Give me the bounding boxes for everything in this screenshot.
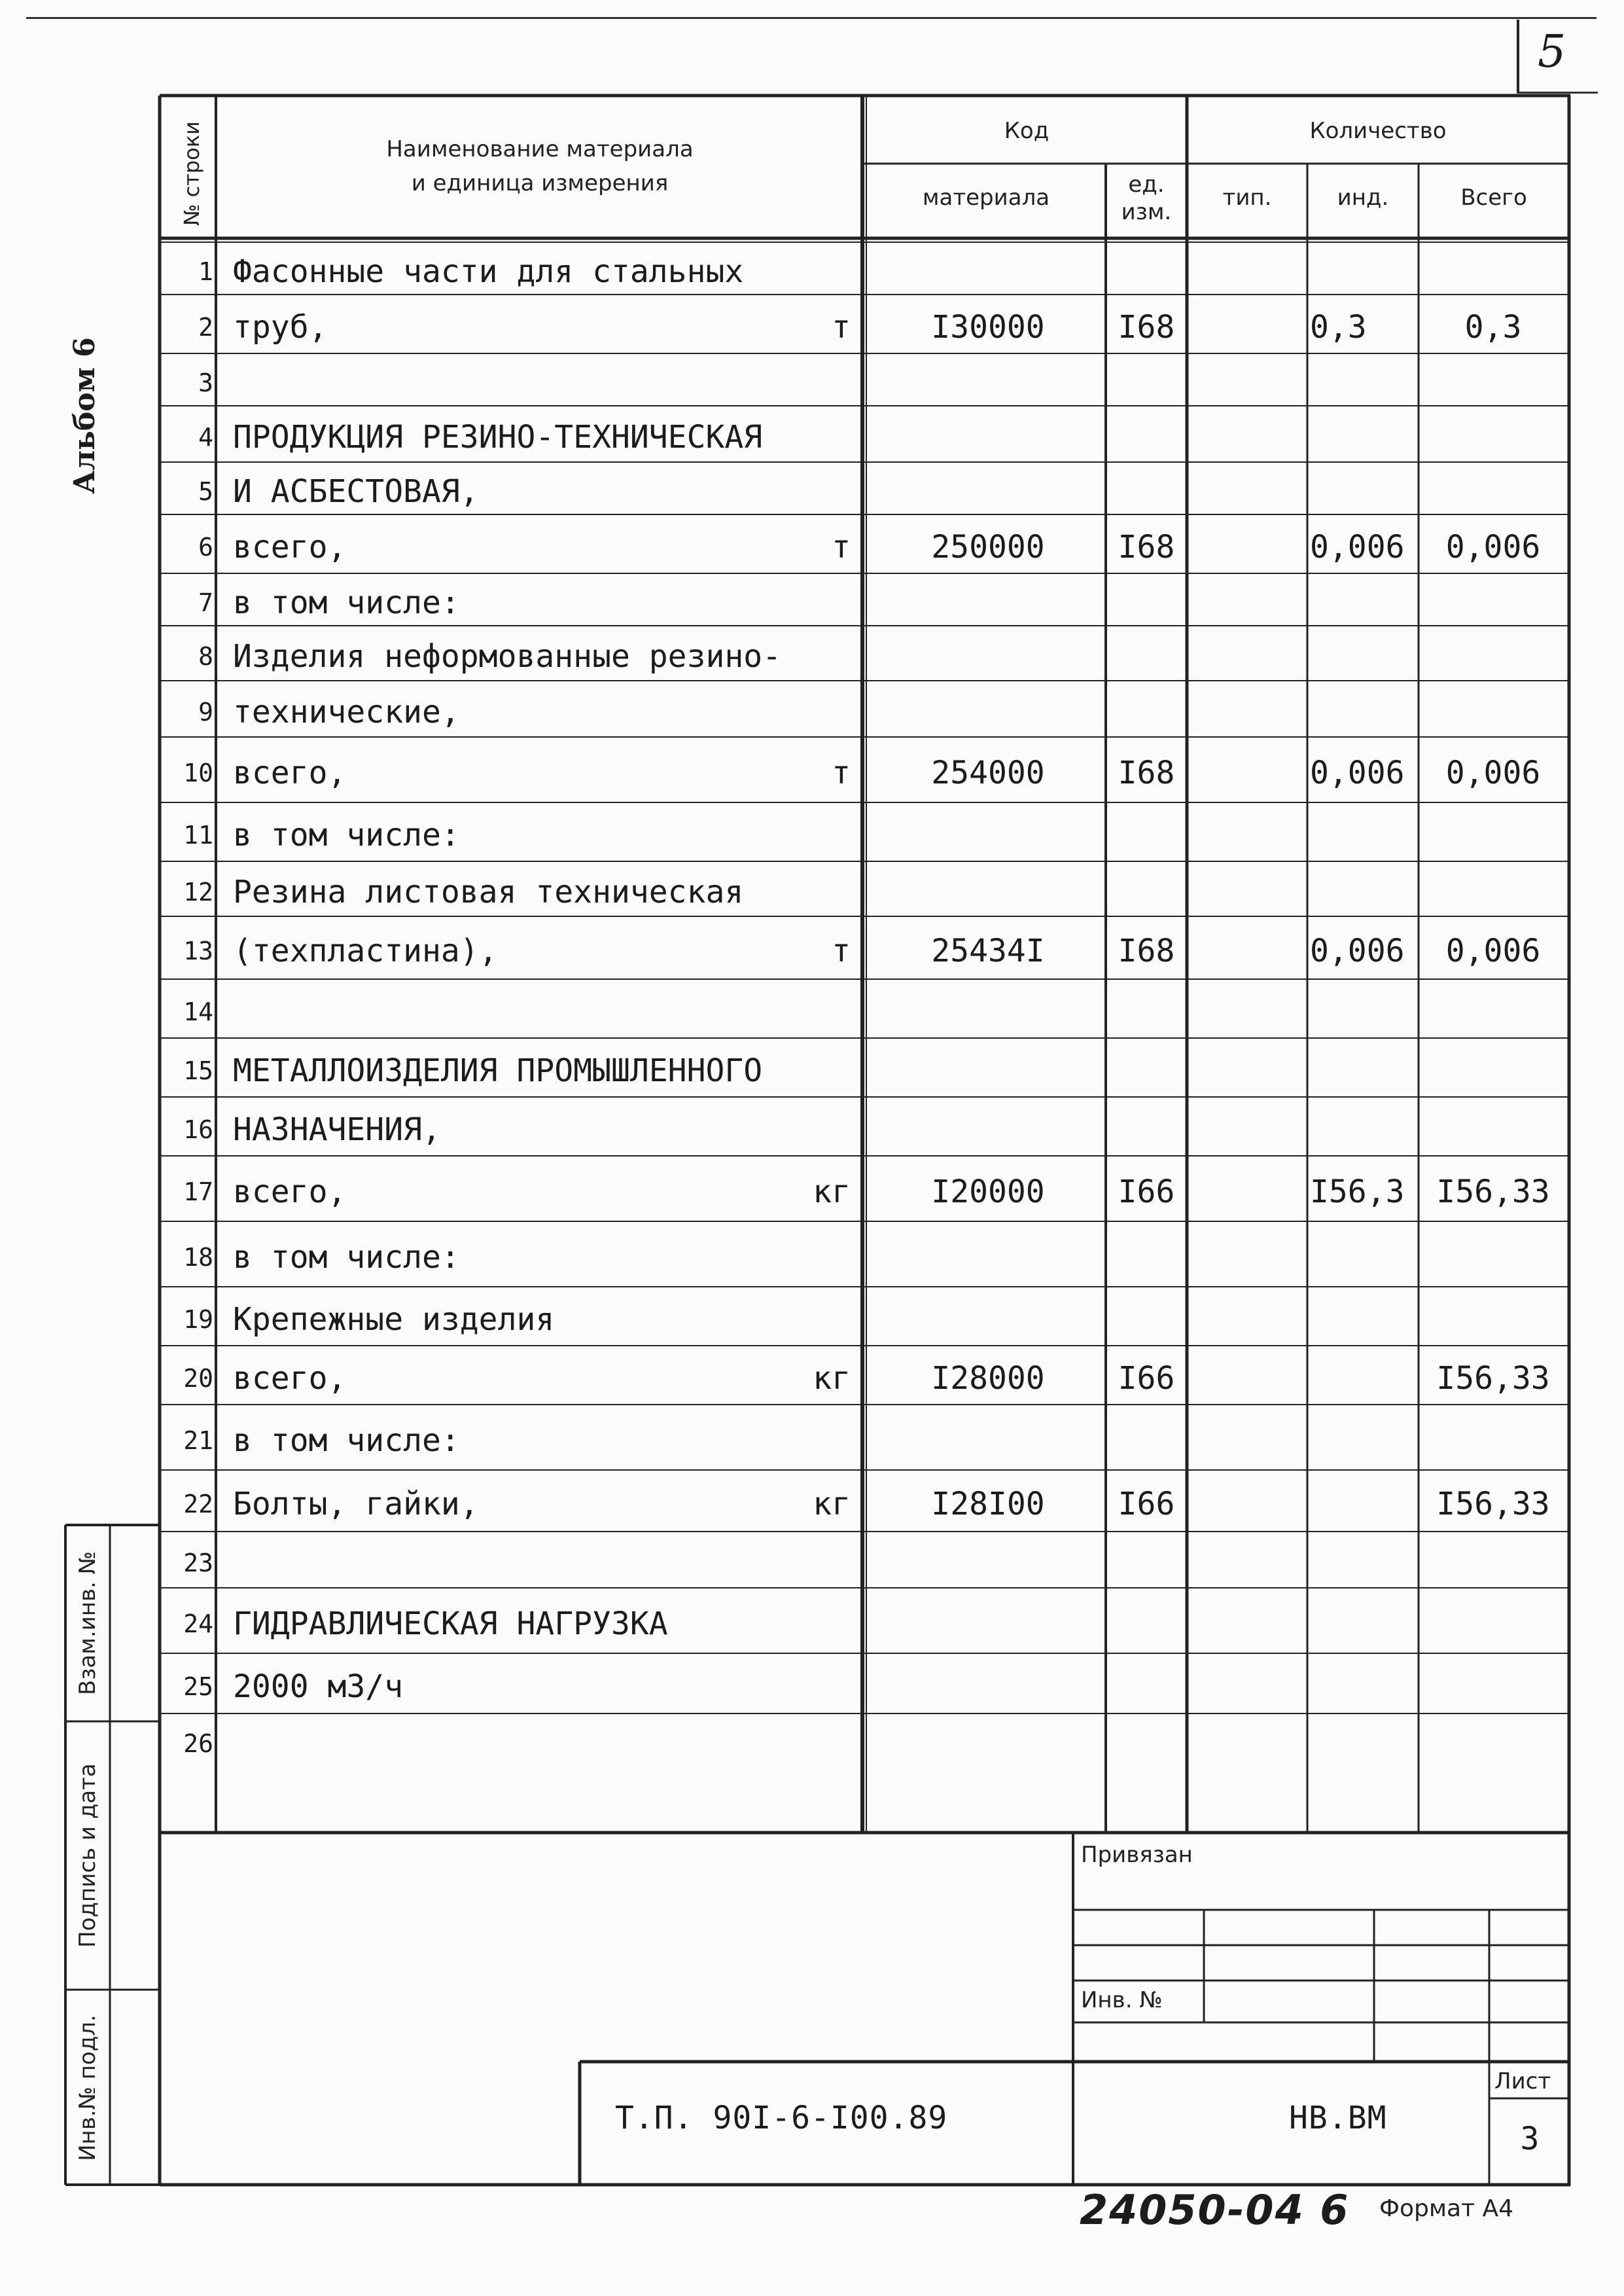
row-number: 12 [183,878,213,906]
material-unit [772,626,851,681]
unit-code [1106,1038,1187,1097]
material-name: в том числе: [233,817,460,853]
material-name: И АСБЕСТОВАЯ, [233,473,479,510]
material-name: Болты, гайки, [233,1486,479,1522]
table-row [0,295,1624,353]
material-name: ГИДРАВЛИЧЕСКАЯ НАГРУЗКА [233,1605,668,1642]
qty-typ [1187,406,1307,462]
material-name [233,979,822,1038]
inv-no-label: Инв. № [1081,1987,1163,2013]
qty-total [1419,681,1568,737]
material-name: технические, [233,694,460,730]
row-number: 11 [183,821,213,850]
material-unit [772,979,851,1038]
qty-total [1419,1713,1568,1767]
qty-typ [1187,1713,1307,1767]
handwritten-archive-number: 24050-04 6 [1080,2186,1350,2234]
qty-typ [1187,1532,1307,1588]
side-stamp-vzam: Взам.инв. № [75,1551,101,1696]
row-number: 9 [198,698,213,726]
material-unit [772,1038,851,1097]
qty-ind: 0,006 [1310,933,1405,969]
material-code [870,626,1106,681]
material-name: (техпластина), [233,933,498,969]
material-name: ПРОДУКЦИЯ РЕЗИНО-ТЕХНИЧЕСКАЯ [233,419,763,456]
qty-ind [1310,1346,1419,1405]
qty-total: 0,006 [1445,933,1541,969]
qty-ind [1310,242,1419,295]
qty-typ [1187,1588,1307,1653]
header-code: Код [1004,118,1050,144]
qty-typ [1187,1346,1307,1405]
material-unit [772,1097,851,1156]
unit-code [1106,861,1187,916]
table-row [0,573,1624,626]
side-stamp-inv-podl: Инв.№ подл. [75,2015,101,2161]
table-row [0,1287,1624,1346]
album-label: Альбом 6 [68,337,101,494]
table-row [0,681,1624,737]
unit-code [1106,1532,1187,1588]
table-row [0,1653,1624,1713]
qty-ind [1310,1038,1419,1097]
material-unit: кг [813,1486,851,1522]
qty-ind [1310,1287,1419,1346]
header-ind: инд. [1337,185,1389,211]
qty-ind [1310,1097,1419,1156]
row-number: 5 [198,477,213,506]
material-unit [772,681,851,737]
material-code: 25434I [931,933,1045,969]
qty-typ [1187,242,1307,295]
material-code [870,1588,1106,1653]
material-unit [772,1653,851,1713]
qty-ind [1310,1221,1419,1287]
material-unit: т [832,755,851,791]
unit-code: I66 [1118,1486,1175,1522]
qty-ind [1310,353,1419,406]
material-name: 2000 м3/ч [233,1668,404,1705]
row-number: 17 [183,1177,213,1206]
qty-ind [1310,1588,1419,1653]
material-name [233,1532,822,1588]
unit-code: I68 [1118,755,1175,791]
qty-typ [1187,916,1307,979]
row-number: 16 [183,1115,213,1144]
material-name: Фасонные части для стальных [233,253,744,290]
sheet-number: 3 [1520,2121,1540,2157]
qty-total [1419,242,1568,295]
material-unit: кг [813,1360,851,1397]
material-name: всего, [233,1360,347,1397]
material-code [870,462,1106,514]
unit-code: I68 [1118,309,1175,346]
material-name: Крепежные изделия [233,1301,555,1338]
material-name: всего, [233,529,347,565]
row-number: 2 [198,313,213,342]
qty-ind [1310,462,1419,514]
unit-code [1106,1287,1187,1346]
qty-typ [1187,681,1307,737]
qty-ind [1310,681,1419,737]
table-row [0,626,1624,681]
table-row [0,242,1624,295]
qty-ind: 0,006 [1310,755,1405,791]
unit-code [1106,979,1187,1038]
qty-ind [1310,1713,1419,1767]
material-code [870,573,1106,626]
qty-total [1419,1588,1568,1653]
header-row-no: № строки [179,121,204,226]
material-code [870,1653,1106,1713]
qty-ind [1310,802,1419,861]
side-stamp-podpis: Подпись и дата [75,1763,101,1948]
material-code [870,802,1106,861]
unit-code [1106,1713,1187,1767]
qty-typ [1187,514,1307,573]
material-name: МЕТАЛЛОИЗДЕЛИЯ ПРОМЫШЛЕННОГО [233,1052,763,1089]
material-code [870,1713,1106,1767]
doc-code: Т.П. 90I-6-I00.89 [615,2100,948,2136]
table-row [0,1532,1624,1588]
material-name: в том числе: [233,1422,460,1459]
material-unit [772,353,851,406]
qty-total [1419,462,1568,514]
unit-code [1106,1588,1187,1653]
material-unit: кг [813,1174,851,1210]
qty-ind [1310,406,1419,462]
qty-typ [1187,295,1307,353]
qty-total: 0,3 [1464,309,1522,346]
material-code [870,406,1106,462]
material-name: Резина листовая техническая [233,874,744,910]
material-code [870,1097,1106,1156]
unit-code [1106,1097,1187,1156]
row-number: 18 [183,1243,213,1272]
material-code [870,681,1106,737]
material-unit [772,1287,851,1346]
row-number: 6 [198,533,213,562]
material-unit [772,1588,851,1653]
unit-code: I66 [1118,1360,1175,1397]
table-row [0,1713,1624,1767]
table-row [0,1097,1624,1156]
table-row [0,916,1624,979]
header-name-line2: и единица измерения [411,170,669,196]
material-unit: т [832,933,851,969]
qty-typ [1187,802,1307,861]
row-number: 19 [183,1305,213,1334]
qty-total [1419,1405,1568,1470]
qty-ind [1310,1470,1419,1532]
unit-code [1106,406,1187,462]
material-code: 250000 [931,529,1045,565]
qty-ind [1310,1653,1419,1713]
qty-ind [1310,979,1419,1038]
material-name: в том числе: [233,584,460,621]
table-row [0,406,1624,462]
unit-code [1106,573,1187,626]
row-number: 21 [183,1426,213,1455]
material-unit [772,1221,851,1287]
qty-total [1419,406,1568,462]
material-code: I30000 [931,309,1045,346]
qty-typ [1187,462,1307,514]
table-row [0,1470,1624,1532]
material-unit [772,1713,851,1767]
qty-typ [1187,1405,1307,1470]
qty-total [1419,1097,1568,1156]
qty-typ [1187,1287,1307,1346]
row-number: 22 [183,1490,213,1518]
row-number: 20 [183,1364,213,1393]
qty-total [1419,353,1568,406]
material-name [233,1713,822,1767]
material-name [233,353,822,406]
material-unit [772,1532,851,1588]
table-row [0,1038,1624,1097]
qty-typ [1187,1097,1307,1156]
format-label: Формат А4 [1379,2195,1514,2222]
row-number: 23 [183,1549,213,1577]
qty-typ [1187,1470,1307,1532]
unit-code: I68 [1118,933,1175,969]
unit-code [1106,242,1187,295]
unit-code [1106,1221,1187,1287]
row-number: 25 [183,1672,213,1701]
row-number: 13 [183,937,213,965]
row-number: 15 [183,1056,213,1085]
material-unit [772,1405,851,1470]
qty-typ [1187,861,1307,916]
row-number: 14 [183,997,213,1026]
qty-total [1419,1532,1568,1588]
material-name: НАЗНАЧЕНИЯ, [233,1111,441,1148]
row-number: 7 [198,588,213,617]
material-code [870,242,1106,295]
qty-total: 0,006 [1445,529,1541,565]
table-row [0,737,1624,802]
qty-typ [1187,1156,1307,1221]
table-row [0,462,1624,514]
material-code [870,861,1106,916]
unit-code [1106,802,1187,861]
header-quantity: Количество [1309,118,1447,144]
unit-code: I66 [1118,1174,1175,1210]
table-row [0,353,1624,406]
material-code: 254000 [931,755,1045,791]
header-name-line1: Наименование материала [386,136,694,162]
unit-code [1106,462,1187,514]
unit-code: I68 [1118,529,1175,565]
page-number: 5 [1538,26,1566,78]
material-code: I20000 [931,1174,1045,1210]
unit-code [1106,681,1187,737]
row-number: 3 [198,368,213,397]
unit-code [1106,1405,1187,1470]
unit-code [1106,353,1187,406]
qty-total: 0,006 [1445,755,1541,791]
table-row [0,1346,1624,1405]
sheet-label: Лист [1494,2068,1551,2094]
material-name: всего, [233,1174,347,1210]
qty-total: I56,33 [1436,1486,1550,1522]
table-row [0,1156,1624,1221]
table-row [0,1221,1624,1287]
material-code: I28I00 [931,1486,1045,1522]
qty-typ [1187,573,1307,626]
material-code [870,979,1106,1038]
material-unit [772,242,851,295]
table-row [0,514,1624,573]
header-unit-line2: изм. [1121,199,1172,225]
privyazan-label: Привязан [1081,1842,1193,1868]
material-unit [772,861,851,916]
qty-total [1419,802,1568,861]
table-row [0,1405,1624,1470]
header-material: материала [922,185,1050,211]
qty-total: I56,33 [1436,1360,1550,1397]
table-row [0,1588,1624,1653]
qty-ind [1310,861,1419,916]
row-number: 4 [198,423,213,452]
qty-typ [1187,626,1307,681]
material-code [870,1405,1106,1470]
material-code [870,1287,1106,1346]
qty-total: I56,33 [1436,1174,1550,1210]
qty-total [1419,861,1568,916]
qty-typ [1187,1653,1307,1713]
material-code [870,1532,1106,1588]
material-code [870,353,1106,406]
material-unit [772,406,851,462]
row-number: 26 [183,1729,213,1758]
qty-ind [1310,626,1419,681]
table-row [0,979,1624,1038]
table-row [0,861,1624,916]
doc-mark: НВ.ВМ [1289,2100,1387,2136]
material-unit: т [832,309,851,346]
row-number: 8 [198,642,213,671]
header-typ: тип. [1222,185,1272,211]
qty-ind: I56,3 [1310,1174,1405,1210]
qty-total [1419,1653,1568,1713]
table-row [0,802,1624,861]
material-name: в том числе: [233,1239,460,1276]
header-unit-line1: ед. [1128,171,1165,198]
qty-typ [1187,1038,1307,1097]
qty-total [1419,1287,1568,1346]
qty-ind [1310,1532,1419,1588]
row-number: 10 [183,759,213,787]
qty-typ [1187,979,1307,1038]
qty-total [1419,573,1568,626]
qty-total [1419,1038,1568,1097]
material-name: Изделия неформованные резино- [233,638,782,675]
material-code [870,1038,1106,1097]
qty-typ [1187,1221,1307,1287]
header-total: Всего [1460,185,1527,211]
unit-code [1106,1653,1187,1713]
row-number: 24 [183,1609,213,1638]
qty-ind [1310,573,1419,626]
qty-typ [1187,737,1307,802]
qty-total [1419,1221,1568,1287]
qty-typ [1187,353,1307,406]
material-unit [772,802,851,861]
qty-ind: 0,3 [1310,309,1367,346]
qty-ind [1310,1405,1419,1470]
material-unit: т [832,529,851,565]
material-unit [772,462,851,514]
qty-ind: 0,006 [1310,529,1405,565]
material-unit [772,573,851,626]
material-code [870,1221,1106,1287]
material-name: труб, [233,309,328,346]
qty-total [1419,979,1568,1038]
material-code: I28000 [931,1360,1045,1397]
material-name: всего, [233,755,347,791]
unit-code [1106,626,1187,681]
row-number: 1 [198,257,213,286]
qty-total [1419,626,1568,681]
